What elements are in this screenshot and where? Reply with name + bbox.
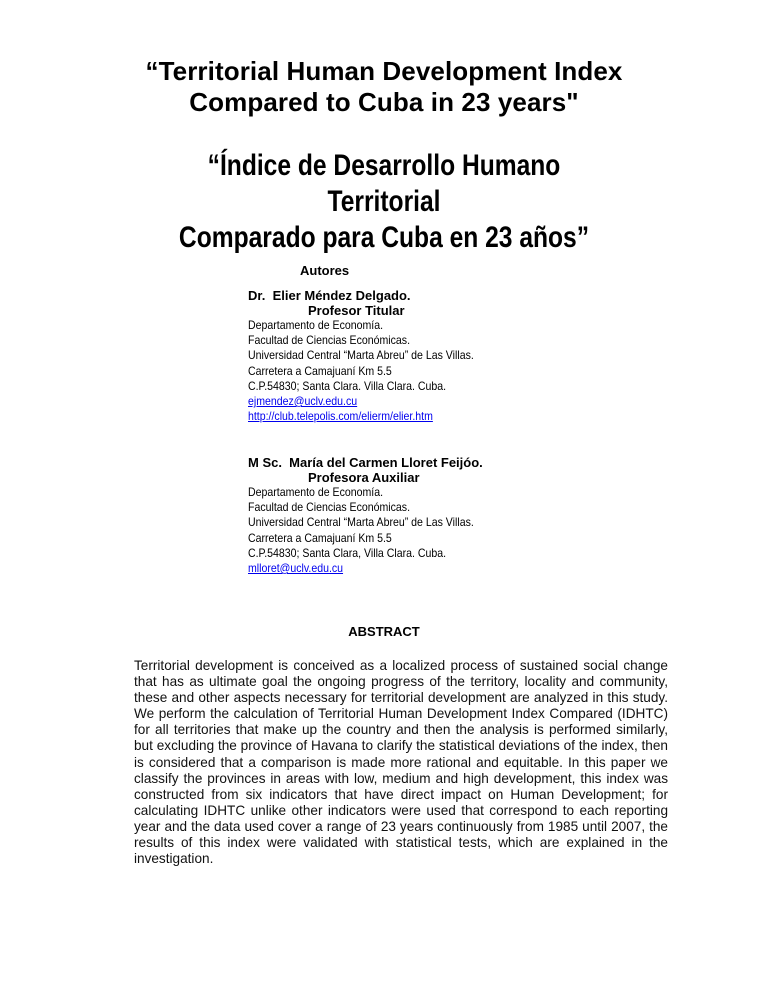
author-email-link[interactable]: ejmendez@uclv.edu.cu xyxy=(248,394,358,409)
title-spanish-line-2: Comparado para Cuba en 23 años” xyxy=(178,221,590,254)
affiliation-university: Universidad Central “Marta Abreu” de Las Villas. xyxy=(248,348,474,363)
author-affiliation xyxy=(248,318,618,424)
author-role: Profesor Titular xyxy=(308,303,405,318)
author-name: M Sc. María del Carmen Lloret Feijóo. xyxy=(248,455,483,470)
affiliation-department: Departamento de Economía. xyxy=(248,318,384,332)
affiliation-address: C.P.54830; Santa Clara. Villa Clara. Cuba. xyxy=(248,378,447,393)
author-block-1 xyxy=(248,288,668,424)
title-english-line-2: Compared to Cuba in 23 years" xyxy=(189,87,579,117)
author-block-2 xyxy=(248,455,668,576)
author-name: Dr. Elier Méndez Delgado. xyxy=(248,288,411,303)
author-role: Profesora Auxiliar xyxy=(308,470,420,485)
title-english xyxy=(100,56,668,118)
affiliation-faculty: Facultad de Ciencias Económicas. xyxy=(248,500,411,515)
title-english-line-1: “Territorial Human Development Index xyxy=(145,56,623,86)
author-email-link[interactable]: mlloret@uclv.edu.cu xyxy=(248,561,344,576)
title-spanish xyxy=(151,148,617,256)
author-affiliation xyxy=(248,485,618,576)
title-spanish-line-1: “Índice de Desarrollo Humano Territorial xyxy=(207,149,561,218)
affiliation-university: Universidad Central “Marta Abreu” de Las Villas. xyxy=(248,515,474,530)
abstract-heading: ABSTRACT xyxy=(348,624,420,639)
affiliation-road: Carretera a Camajuaní Km 5.5 xyxy=(248,363,392,378)
affiliation-address: C.P.54830; Santa Clara, Villa Clara. Cuba. xyxy=(248,545,447,560)
affiliation-road: Carretera a Camajuaní Km 5.5 xyxy=(248,530,392,545)
author-website-link[interactable]: http://club.telepolis.com/elierm/elier.htm xyxy=(248,409,433,424)
affiliation-faculty: Facultad de Ciencias Económicas. xyxy=(248,333,411,348)
authors-heading: Autores xyxy=(300,263,350,278)
affiliation-department: Departamento de Economía. xyxy=(248,485,384,499)
abstract-body: Territorial development is conceived as a localized process of sustained social change that has as ultimate goal the ongoing progress of the territory, locality and community, these and other aspects necessary for territorial development are analyzed in this study. We perform the calculation of Territorial Human Development Index Compared (IDHTC) for all territories that make up the country and then the analysis is performed similarly, but excluding the province of Havana to clarify the statistical deviations of the index, then is considered that a comparison is made more rational and equitable. In this paper we classify the provinces in areas with low, medium and high development, this index was constructed from six indicators that have direct impact on Human Development; for calculating IDHTC unlike other indicators were used that correspond to each reporting year and the data used cover a range of 23 years continuously from 1985 until 2007, the results of this index were validated with statistical tests, which are explained in the investigation. xyxy=(134,658,668,867)
